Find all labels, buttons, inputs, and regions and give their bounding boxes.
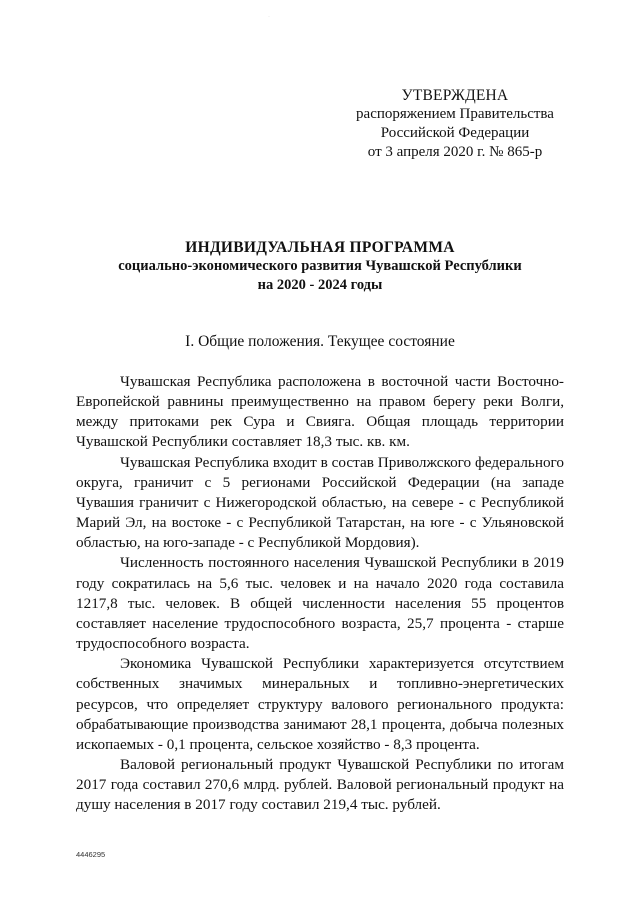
- paragraph-1: Чувашская Республика расположена в восточной части Восточно-Европейской равнины преимущественно на правом берегу реки Волги, между притоками рек Сура и Свияга. Общая площадь территории Чувашской Республики составляет 18,3 тыс. кв. км.: [76, 373, 564, 451]
- program-subtitle: социально-экономического развития Чувашской Республики: [118, 258, 522, 274]
- approval-line-2: Российской Федерации: [380, 125, 530, 141]
- document-code: 4446295: [76, 850, 106, 859]
- program-title: ИНДИВИДУАЛЬНАЯ ПРОГРАММА: [185, 239, 455, 256]
- approval-title: УТВЕРЖДЕНА: [401, 87, 509, 104]
- page-top-mark: ·: [268, 14, 270, 20]
- paragraph-4: Экономика Чувашской Республики характеризуется отсутствием собственных значимых минеральных и топливно-энергетических ресурсов, что определяет структуру валового регионального продукта: обрабатывающие производства занимают 28,1 процента, добыча полезных ископаемых - 0,1 процента, сельское хозяйство - 8,3 процента.: [76, 655, 564, 753]
- program-title-block: [60, 238, 580, 295]
- body-text: [76, 372, 564, 815]
- program-period: на 2020 - 2024 годы: [257, 277, 383, 293]
- approval-line-3: от 3 апреля 2020 г. № 865-р: [367, 144, 543, 160]
- paragraph-3: Численность постоянного населения Чувашской Республики в 2019 году сократилась на 5,6 тыс. человек и на начало 2020 года составила 1217,8 тыс. человек. В общей численности населения 55 процентов составляет население трудоспособного возраста, 25,7 процента - старше трудоспособного возраста.: [76, 554, 564, 653]
- paragraph-5: Валовой региональный продукт Чувашской Республики по итогам 2017 года составил 270,6 млрд. рублей. Валовой региональный продукт на душу населения в 2017 году составил 219,4 тыс. рублей.: [76, 755, 564, 814]
- approval-block: [340, 86, 570, 162]
- paragraph-2: Чувашская Республика входит в состав Приволжского федерального округа, граничит с 5 регионами Российской Федерации (на западе Чувашия граничит с Нижегородской областью, на севере - с Республикой Марий Эл, на востоке - с Республикой Татарстан, на юге - с Ульяновской областью, на юго-западе - с Республикой Мордовия).: [76, 453, 564, 552]
- approval-line-1: распоряжением Правительства: [356, 106, 554, 122]
- section-heading: I. Общие положения. Текущее состояние: [185, 333, 455, 350]
